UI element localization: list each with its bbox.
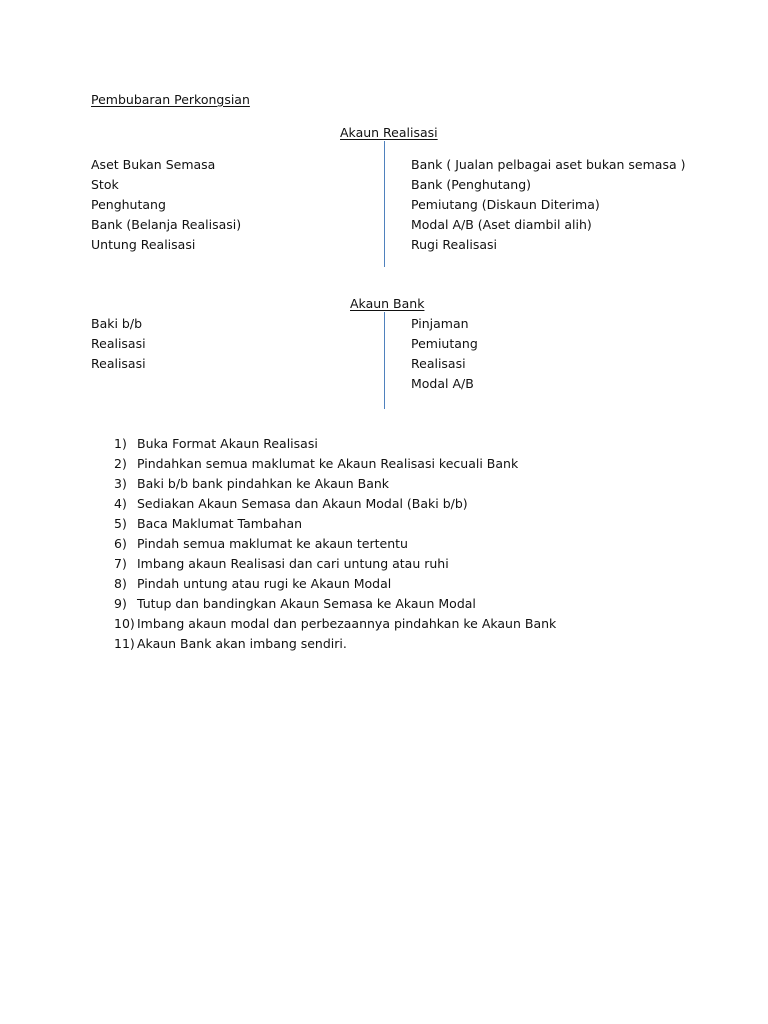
step-text: Akaun Bank akan imbang sendiri. bbox=[137, 636, 347, 651]
step-text: Imbang akaun Realisasi dan cari untung atau ruhi bbox=[137, 556, 449, 571]
step-text: Sediakan Akaun Semasa dan Akaun Modal (Baki b/b) bbox=[137, 496, 468, 511]
step-number: 11) bbox=[114, 636, 135, 651]
step-number: 1) bbox=[114, 436, 127, 451]
bank-debit-item: Baki b/b bbox=[91, 316, 143, 331]
bank-credit-item: Pinjaman bbox=[411, 316, 469, 331]
realisasi-credit-item: Modal A/B (Aset diambil alih) bbox=[411, 217, 592, 232]
realisasi-credit-item: Rugi Realisasi bbox=[411, 237, 498, 252]
bank-account-title: Akaun Bank bbox=[350, 296, 425, 311]
step-text: Baki b/b bank pindahkan ke Akaun Bank bbox=[137, 476, 390, 491]
page-title: Pembubaran Perkongsian bbox=[91, 92, 250, 107]
bank-credit-item: Realisasi bbox=[411, 356, 466, 371]
bank-divider bbox=[384, 312, 385, 409]
realisasi-credit-item: Bank ( Jualan pelbagai aset bukan semasa ) bbox=[411, 157, 686, 172]
realisasi-divider bbox=[384, 141, 385, 267]
step-text: Imbang akaun modal dan perbezaannya pindahkan ke Akaun Bank bbox=[137, 616, 557, 631]
step-text: Baca Maklumat Tambahan bbox=[137, 516, 303, 531]
realisasi-credit-item: Bank (Penghutang) bbox=[411, 177, 532, 192]
step-number: 2) bbox=[114, 456, 127, 471]
step-text: Tutup dan bandingkan Akaun Semasa ke Akaun Modal bbox=[137, 596, 476, 611]
step-number: 9) bbox=[114, 596, 127, 611]
step-number: 8) bbox=[114, 576, 127, 591]
step-number: 6) bbox=[114, 536, 127, 551]
step-text: Pindah semua maklumat ke akaun tertentu bbox=[137, 536, 408, 551]
realisasi-debit-item: Penghutang bbox=[91, 197, 166, 212]
bank-credit-item: Modal A/B bbox=[411, 376, 474, 391]
bank-debit-item: Realisasi bbox=[91, 356, 146, 371]
realisasi-debit-item: Untung Realisasi bbox=[91, 237, 196, 252]
step-number: 10) bbox=[114, 616, 135, 631]
step-number: 5) bbox=[114, 516, 127, 531]
realisasi-account-title: Akaun Realisasi bbox=[340, 125, 438, 140]
step-text: Pindah untung atau rugi ke Akaun Modal bbox=[137, 576, 392, 591]
realisasi-credit-list bbox=[411, 155, 685, 255]
step-number: 7) bbox=[114, 556, 127, 571]
realisasi-debit-item: Bank (Belanja Realisasi) bbox=[91, 217, 242, 232]
step-number: 3) bbox=[114, 476, 127, 491]
realisasi-debit-item: Stok bbox=[91, 177, 119, 192]
step-text: Buka Format Akaun Realisasi bbox=[137, 436, 318, 451]
step-text: Pindahkan semua maklumat ke Akaun Realisasi kecuali Bank bbox=[137, 456, 519, 471]
realisasi-debit-item: Aset Bukan Semasa bbox=[91, 157, 216, 172]
bank-credit-item: Pemiutang bbox=[411, 336, 478, 351]
step-number: 4) bbox=[114, 496, 127, 511]
bank-credit-list bbox=[411, 314, 478, 394]
realisasi-debit-list bbox=[91, 155, 241, 255]
bank-debit-list bbox=[91, 314, 146, 374]
bank-debit-item: Realisasi bbox=[91, 336, 146, 351]
realisasi-credit-item: Pemiutang (Diskaun Diterima) bbox=[411, 197, 600, 212]
